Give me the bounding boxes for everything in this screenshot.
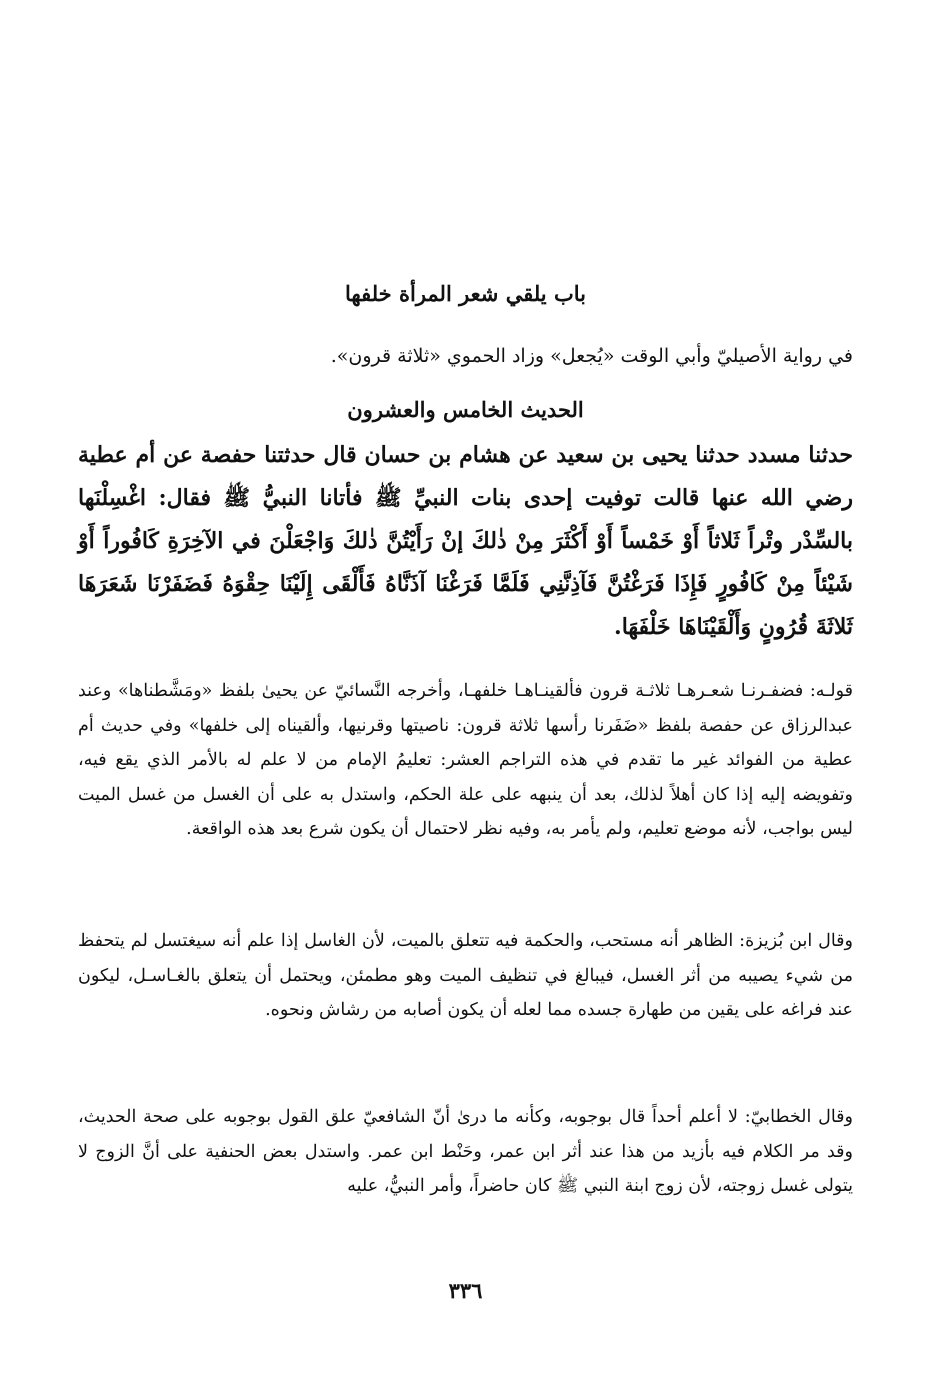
page-number: ٣٣٦ (448, 1278, 483, 1303)
commentary-paragraph: وقال ابن بُزيزة: الظاهر أنه مستحب، والحكمة فيه تتعلق بالميت، لأن الغاسل إذا علم أنه سيغتسل لم يتحفظ من شيء يصيبه من أثر الغسل، فيبالغ في تنظيف الميت وهو مطمئن، ويحتمل أن يتعلق بالغـاسـل، ليكون عند فراغه على يقين من طهارة جسده مما لعله أن يكون أصابه من رشاش ونحوه. (78, 931, 853, 1020)
narration-note: في رواية الأصيليّ وأبي الوقت «يُجعل» وزاد الحموي «ثلاثة قرون». (330, 345, 853, 367)
commentary-paragraph: وقال الخطابيّ: لا أعلم أحداً قال بوجوبه، وكأنه ما درىٰ أنّ الشافعيّ علق القول بوجوبه على صحة الحديث، وقد مر الكلام فيه بأزيد من هذا عند أثر ابن عمر، وحَنْط ابن عمر. واستدل بعض الحنفية على أنَّ الزوج لا يتولى غسل زوجته، لأن زوج ابنة النبي ﷺ كان حاضراً، وأمر النبيُّ، عليه (78, 1107, 853, 1196)
hadith-heading: الحديث الخامس والعشرون (347, 397, 584, 422)
chapter-title: باب يلقي شعر المرأة خلفها (345, 281, 586, 306)
hadith-text: حدثنا مسدد حدثنا يحيى بن سعيد عن هشام بن حسان قال حدثتنا حفصة عن أم عطية رضي الله عنها قالت توفيت إحدى بنات النبيِّ ﷺ فأتانا النبيُّ ﷺ فقال: اغْسِلْنَها بالسِّدْر وتْراً ثَلاثاً أَوْ خَمْساً أَوْ أَكْثَرَ مِنْ ذٰلكَ إنْ رَأَيْتُنَّ ذٰلكَ وَاجْعَلْنَ في الآخِرَةِ كَافُوراً أَوْ شَيْئاً مِنْ كَافُورٍ فَإِذَا فَرَغْتُنَّ فَآذِنَّنِي فَلَمَّا فَرَغْنَا آذَنَّاهُ فَأَلْقَى إِلَيْنَا حِقْوَهُ فَضَفَرْنَا شَعَرَهَا ثَلاثَةَ قُرُونٍ وَأَلْقَيْنَاهَا خَلْفَهَا. (78, 442, 853, 640)
document-page (78, 0, 853, 1374)
commentary-paragraph: قولـه: فضفـرنـا شعـرهـا ثلاثـة قرون فألقينـاهـا خلفهـا، وأخرجه النَّسائيّ عن يحيىٰ بلفظ «ومَشَّطناها» وعند عبدالرزاق عن حفصة بلفظ «ضَفَرنا رأسها ثلاثة قرون: ناصيتها وقرنيها، وألقيناه إلى خلفها» وفي حديث أم عطية من الفوائد غير ما تقدم في هذه التراجم العشر: تعليمُ الإمام من لا علم له بالأمر الذي يقع فيه، وتفويضه إليه إذا كان أهلاً لذلك، بعد أن ينبهه على علة الحكم، واستدل به على أن الغسل من غسل الميت ليس بواجب، لأنه موضع تعليم، ولم يأمر به، وفيه نظر لاحتمال أن يكون شرع بعد هذه الواقعة. (78, 681, 853, 839)
